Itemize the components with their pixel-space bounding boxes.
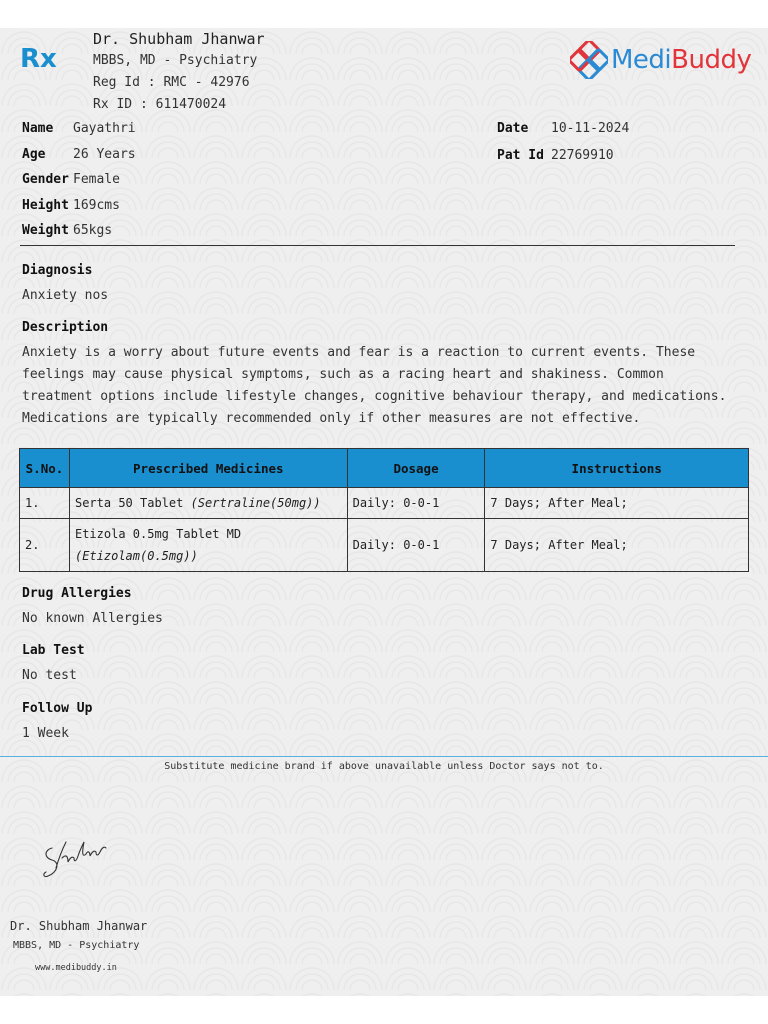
rx-id: Rx ID : 611470024 <box>93 97 227 112</box>
patient-gender: Female <box>73 172 120 187</box>
patient-id-label: Pat Id <box>497 148 544 163</box>
doctor-reg-id: Reg Id : RMC - 42976 <box>93 75 250 90</box>
patient-gender-label: Gender <box>22 172 69 187</box>
row-instructions: 7 Days; After Meal; <box>485 519 749 572</box>
substitution-note: Substitute medicine brand if above unavailable unless Doctor says not to. <box>164 761 604 772</box>
header-sno: S.No. <box>20 449 70 488</box>
brand-name-medi: Medi <box>611 45 672 75</box>
diagnosis-text: Anxiety nos <box>22 288 109 303</box>
header-instructions: Instructions <box>485 449 749 488</box>
table-row <box>20 519 749 572</box>
patient-weight-label: Weight <box>22 223 69 238</box>
allergies-text: No known Allergies <box>22 611 163 626</box>
signer-name: Dr. Shubham Jhanwar <box>10 919 148 933</box>
doctor-signature <box>38 828 110 884</box>
signer-qualification: MBBS, MD - Psychiatry <box>13 940 140 951</box>
brand-name <box>611 45 751 75</box>
row-dosage: Daily: 0-0-1 <box>347 488 485 519</box>
follow-up-title: Follow Up <box>22 701 93 716</box>
medicine-generic: (Etizolam(0.5mg)) <box>74 549 198 563</box>
patient-weight: 65kgs <box>73 223 113 238</box>
medicines-table-header <box>20 449 749 488</box>
lab-test-title: Lab Test <box>22 643 85 658</box>
rx-symbol: Rx <box>20 44 57 74</box>
allergies-title: Drug Allergies <box>22 586 132 601</box>
brand-name-buddy: Buddy <box>671 45 752 75</box>
diagnosis-title: Diagnosis <box>22 263 93 278</box>
website-link[interactable]: www.medibuddy.in <box>35 963 117 973</box>
row-instructions: 7 Days; After Meal; <box>485 488 749 519</box>
medicine-brand: Serta 50 Tablet <box>74 496 184 510</box>
description-text: Anxiety is a worry about future events and fear is a reaction to current events. These feelings may cause physical symptoms, such as a racing heart and shakiness. Common treatment options include lifestyle changes, cognitive behaviour therapy, and medications. Medications are typically recommended only if other measures are not effective. <box>22 345 727 426</box>
patient-name: Gayathri <box>73 121 136 136</box>
medibuddy-logo <box>570 40 751 80</box>
medicine-brand: Etizola 0.5mg Tablet MD <box>74 527 242 541</box>
footer-divider <box>0 756 768 757</box>
row-medicine <box>69 519 347 572</box>
table-row <box>20 488 749 519</box>
patient-id: 22769910 <box>551 148 614 163</box>
row-medicine <box>69 488 347 519</box>
header-dosage: Dosage <box>347 449 485 488</box>
date-label: Date <box>497 121 529 136</box>
header-divider <box>20 245 735 246</box>
follow-up-text: 1 Week <box>22 726 69 741</box>
row-sno: 1. <box>20 488 70 519</box>
lab-test-text: No test <box>22 668 77 683</box>
medicines-table <box>19 448 749 572</box>
prescription-date: 10-11-2024 <box>551 121 630 136</box>
patient-name-label: Name <box>22 121 54 136</box>
medibuddy-logo-icon <box>570 41 608 79</box>
doctor-qualification: MBBS, MD - Psychiatry <box>93 53 258 68</box>
patient-height: 169cms <box>73 198 120 213</box>
patient-age: 26 Years <box>73 147 136 162</box>
doctor-name: Dr. Shubham Jhanwar <box>93 30 265 48</box>
patient-height-label: Height <box>22 198 69 213</box>
header-medicine: Prescribed Medicines <box>69 449 347 488</box>
row-sno: 2. <box>20 519 70 572</box>
patient-age-label: Age <box>22 147 46 162</box>
row-dosage: Daily: 0-0-1 <box>347 519 485 572</box>
medicine-generic: (Sertraline(50mg)) <box>190 496 321 510</box>
description-title: Description <box>22 320 109 335</box>
